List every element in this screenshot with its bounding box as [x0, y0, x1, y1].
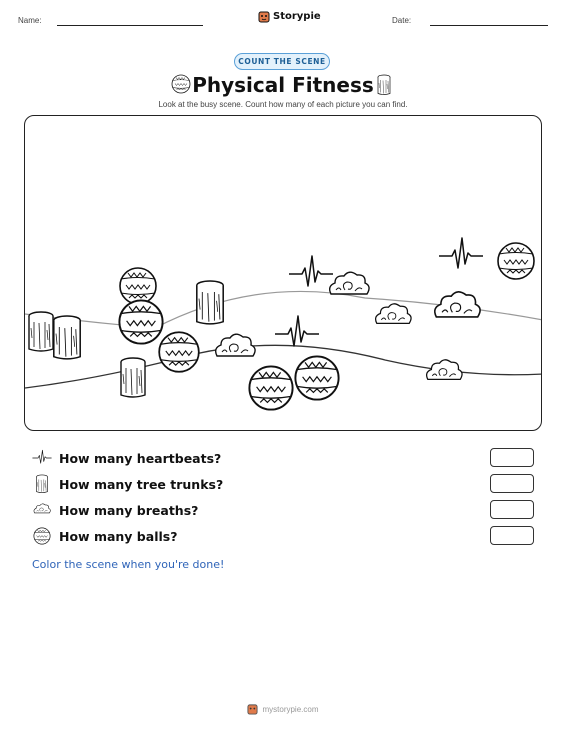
scene-breath-cloud — [216, 334, 255, 356]
storypie-mascot-icon — [258, 10, 270, 23]
question-text: How many breaths? — [59, 502, 199, 518]
storypie-mascot-icon — [247, 703, 258, 715]
site-footer — [0, 703, 566, 715]
scene-breath-cloud — [427, 360, 462, 380]
scene-tree-trunk — [29, 312, 53, 351]
scene-tree-trunk — [54, 316, 80, 359]
tree-trunk-icon — [32, 474, 52, 494]
scene-tree-trunk — [197, 281, 223, 324]
answer-box-balls[interactable] — [490, 526, 534, 545]
ball-icon — [32, 526, 52, 546]
scene-heartbeat — [275, 316, 319, 346]
date-line[interactable] — [430, 25, 548, 26]
question-heartbeats — [32, 446, 537, 470]
scene-breath-cloud — [435, 292, 480, 317]
question-text: How many balls? — [59, 528, 178, 544]
heartbeat-icon — [32, 448, 52, 468]
answer-box-breaths[interactable] — [490, 500, 534, 519]
site-url: mystorypie.com — [262, 704, 319, 714]
scene-ball — [119, 300, 162, 343]
brand-name: Storypie — [273, 11, 321, 22]
scene-breath-cloud — [376, 304, 411, 324]
date-label: Date: — [392, 16, 412, 25]
page-title: Physical Fitness — [192, 73, 374, 97]
scene-heartbeat — [439, 238, 483, 268]
question-text: How many tree trunks? — [59, 476, 224, 492]
scene-illustration — [25, 116, 542, 431]
breath-cloud-icon — [32, 500, 52, 520]
name-line[interactable] — [57, 25, 203, 26]
scene-ball — [498, 243, 534, 279]
instructions: Look at the busy scene. Count how many of each picture you can find. — [158, 100, 408, 109]
scene-heartbeat — [289, 256, 333, 286]
badge: COUNT THE SCENE — [234, 53, 330, 70]
question-text: How many heartbeats? — [59, 450, 222, 466]
storypie-logo — [258, 10, 321, 23]
scene-ball — [120, 268, 156, 304]
question-breaths — [32, 498, 537, 522]
question-tree-trunks — [32, 472, 537, 496]
scene-ball — [295, 356, 338, 399]
question-balls — [32, 524, 537, 548]
scene-ball — [249, 366, 292, 409]
tree-trunk-icon — [375, 74, 393, 96]
color-scene-note: Color the scene when you're done! — [32, 558, 225, 571]
busy-scene — [24, 115, 542, 431]
answer-box-heartbeats[interactable] — [490, 448, 534, 467]
scene-breath-cloud — [330, 272, 369, 294]
scene-ball — [159, 332, 199, 372]
scene-tree-trunk — [121, 358, 145, 397]
name-label: Name: — [18, 16, 42, 25]
answer-box-tree-trunks[interactable] — [490, 474, 534, 493]
